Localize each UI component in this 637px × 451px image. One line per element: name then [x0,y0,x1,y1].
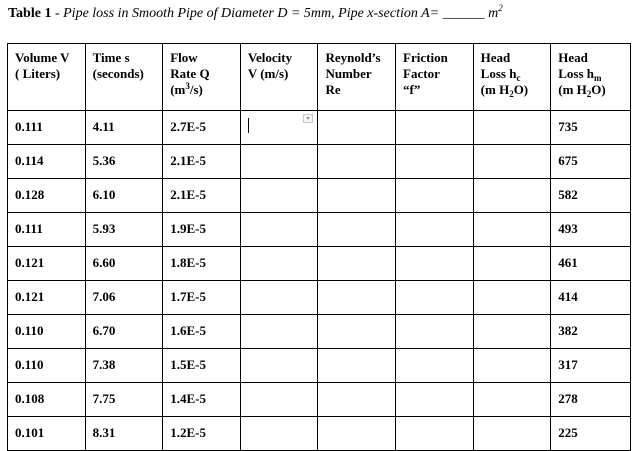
table-caption [8,3,503,22]
cell-volume[interactable]: 0.114 [8,145,86,179]
cell-flow[interactable]: 2.1E-5 [163,179,241,213]
cell-friction[interactable] [396,281,474,315]
cell-headm[interactable]: 582 [551,179,631,213]
cell-headm[interactable]: 493 [551,213,631,247]
table-row [8,383,631,417]
cell-velocity[interactable] [240,315,318,349]
cell-volume[interactable]: 0.128 [8,179,86,213]
cell-reynolds[interactable] [318,145,396,179]
cell-time[interactable]: 5.36 [85,145,163,179]
cell-time[interactable]: 5.93 [85,213,163,247]
header-row [8,44,631,111]
cell-friction[interactable] [396,349,474,383]
table-row [8,179,631,213]
table-row [8,213,631,247]
cell-headc[interactable] [473,111,551,145]
pipe-loss-table [7,43,631,451]
cell-reynolds[interactable] [318,281,396,315]
table-caption-label: Table 1 [8,6,52,21]
cell-friction[interactable] [396,315,474,349]
cell-flow[interactable]: 2.1E-5 [163,145,241,179]
cell-time[interactable]: 7.75 [85,383,163,417]
cell-headc[interactable] [473,281,551,315]
text-caret-icon [248,118,249,133]
cell-headc[interactable] [473,349,551,383]
cell-headc[interactable] [473,179,551,213]
cell-headc[interactable] [473,417,551,451]
cell-reynolds[interactable] [318,247,396,281]
cell-headm[interactable]: 225 [551,417,631,451]
cell-time[interactable]: 7.38 [85,349,163,383]
cell-velocity[interactable] [240,111,318,145]
header-time: Time s (seconds) [85,44,163,111]
cell-headc[interactable] [473,247,551,281]
cell-time[interactable]: 7.06 [85,281,163,315]
header-volume: Volume V ( Liters) [8,44,86,111]
cell-headc[interactable] [473,383,551,417]
cell-headm[interactable]: 317 [551,349,631,383]
cell-headm[interactable]: 278 [551,383,631,417]
cell-headm[interactable]: 414 [551,281,631,315]
header-head-loss-m: Head Loss $h_m$ (m $H_2O$) [551,44,631,111]
cell-reynolds[interactable] [318,179,396,213]
cell-flow[interactable]: 2.7E-5 [163,111,241,145]
header-flow-rate: Flow Rate Q $(m^3/s)$ [163,44,241,111]
cell-headc[interactable] [473,315,551,349]
cell-flow[interactable]: 1.5E-5 [163,349,241,383]
table-row [8,281,631,315]
table-row [8,417,631,451]
cell-flow[interactable]: 1.9E-5 [163,213,241,247]
cell-reynolds[interactable] [318,213,396,247]
cell-friction[interactable] [396,111,474,145]
table-caption-title-sup: 2 [498,3,503,13]
cell-velocity[interactable] [240,213,318,247]
cell-volume[interactable]: 0.101 [8,417,86,451]
cell-flow[interactable]: 1.8E-5 [163,247,241,281]
table-body [8,111,631,451]
table-caption-separator: - [51,6,64,21]
cell-velocity[interactable] [240,349,318,383]
cell-velocity[interactable] [240,247,318,281]
cell-headc[interactable] [473,145,551,179]
cell-velocity[interactable] [240,281,318,315]
table-row [8,315,631,349]
cell-headm[interactable]: 461 [551,247,631,281]
cell-headm[interactable]: 675 [551,145,631,179]
cell-flow[interactable]: 1.7E-5 [163,281,241,315]
cell-volume[interactable]: 0.111 [8,213,86,247]
cell-velocity[interactable] [240,383,318,417]
cell-volume[interactable]: 0.108 [8,383,86,417]
cell-time[interactable]: 4.11 [85,111,163,145]
header-velocity: Velocity V (m/s) [240,44,318,111]
cell-friction[interactable] [396,179,474,213]
cell-headm[interactable]: 735 [551,111,631,145]
cell-reynolds[interactable] [318,315,396,349]
table-row [8,145,631,179]
header-friction: Friction Factor “f” [396,44,474,111]
table-row [8,111,631,145]
cell-reynolds[interactable] [318,349,396,383]
cell-volume[interactable]: 0.121 [8,281,86,315]
cell-volume[interactable]: 0.111 [8,111,86,145]
table-caption-title: Pipe loss in Smooth Pipe of Diameter D = 5mm, Pipe x-section A= ______ m [63,6,499,21]
cell-friction[interactable] [396,213,474,247]
cell-velocity[interactable] [240,145,318,179]
cell-reynolds[interactable] [318,111,396,145]
cell-velocity[interactable] [240,417,318,451]
cell-dropdown-icon[interactable] [303,114,313,123]
table-row [8,247,631,281]
cell-time[interactable]: 6.70 [85,315,163,349]
cell-volume[interactable]: 0.110 [8,349,86,383]
cell-headc[interactable] [473,213,551,247]
cell-volume[interactable]: 0.110 [8,315,86,349]
cell-headm[interactable]: 382 [551,315,631,349]
cell-friction[interactable] [396,247,474,281]
cell-velocity[interactable] [240,179,318,213]
cell-friction[interactable] [396,383,474,417]
cell-time[interactable]: 6.10 [85,179,163,213]
cell-volume[interactable]: 0.121 [8,247,86,281]
header-reynolds: Reynold’s Number Re [318,44,396,111]
cell-friction[interactable] [396,145,474,179]
cell-flow[interactable]: 1.4E-5 [163,383,241,417]
table-row [8,349,631,383]
cell-time[interactable]: 6.60 [85,247,163,281]
cell-flow[interactable]: 1.6E-5 [163,315,241,349]
cell-flow[interactable]: 1.2E-5 [163,417,241,451]
header-head-loss-c: Head Loss $h_c$ (m $H_2O$) [473,44,551,111]
cell-reynolds[interactable] [318,417,396,451]
cell-time[interactable]: 8.31 [85,417,163,451]
cell-friction[interactable] [396,417,474,451]
cell-reynolds[interactable] [318,383,396,417]
